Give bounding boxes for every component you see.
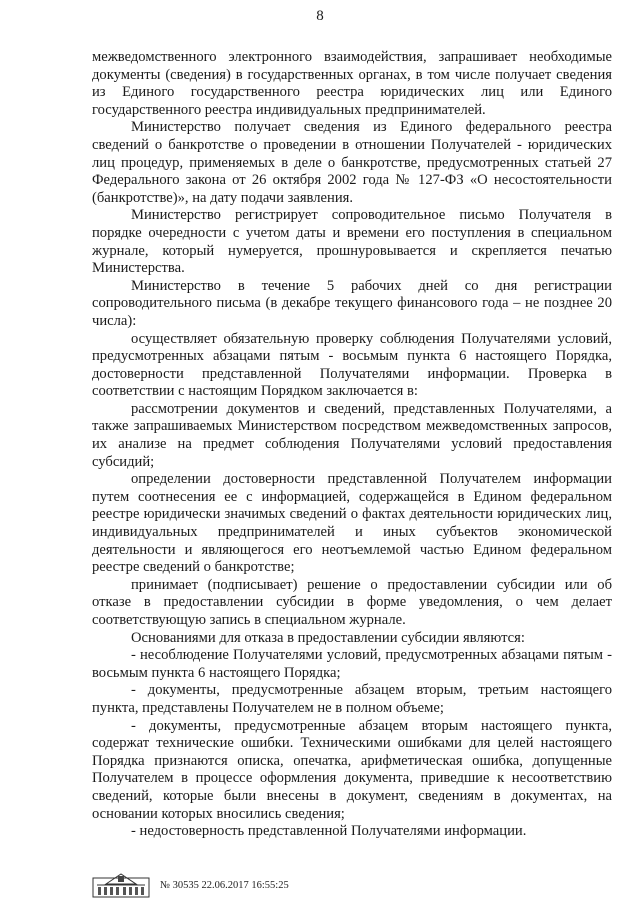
paragraph: рассмотрении документов и сведений, представленных Получателями, а также запрашиваемых Министерством посредством межведомственных запросов, их анализе на предмет соблюдения Получателями условий предоставления субсидий; — [92, 400, 612, 470]
archive-building-stamp-icon — [92, 872, 150, 898]
paragraph: межведомственного электронного взаимодействия, запрашивает необходимые документы (сведения) в государственных органах, в том числе получает сведения из Единого государственного реестра юридических лиц или Единого государственного реестра индивидуальных предпринимателей. — [92, 49, 612, 118]
list-item: - документы, предусмотренные абзацем вторым, третьим настоящего пункта, представлены Получателем не в полном объеме; — [92, 682, 612, 716]
paragraph: принимает (подписывает) решение о предоставлении субсидии или об отказе в предоставлении субсидии в форме уведомления, о чем делает соответствующую запись в специальном журнале. — [92, 576, 612, 628]
paragraph: определении достоверности представленной Получателем информации путем соотнесения ее с информацией, содержащейся в Едином федеральном реестре юридически значимых сведений о фактах деятельности юридических лиц, индивидуальных предпринимателей и иных субъектов экономической деятельности и являющегося его неотъемлемой частью Едином федеральном реестре сведений о банкротстве; — [92, 471, 612, 576]
paragraph: осуществляет обязательную проверку соблюдения Получателями условий, предусмотренных абзацами пятым - восьмым пункта 6 настоящего Порядка, достоверности представленной Получателями информации. Проверка в соответствии с настоящим Порядком заключается в: — [92, 330, 612, 400]
registration-stamp: № 30535 22.06.2017 16:55:25 — [160, 879, 289, 891]
document-body — [92, 49, 612, 841]
page-number: 8 — [316, 8, 324, 24]
paragraph: Министерство в течение 5 рабочих дней со дня регистрации сопроводительного письма (в декабре текущего финансового года – не позднее 20 числа): — [92, 277, 612, 329]
paragraph: Министерство регистрирует сопроводительное письмо Получателя в порядке очередности с учетом даты и времени его поступления в специальном журнале, который нумеруется, прошнуровывается и скрепляется печатью Министерства. — [92, 207, 612, 277]
paragraph: Министерство получает сведения из Единого федерального реестра сведений о банкротстве о проведении в отношении Получателей - юридических лиц процедур, применяемых в деле о банкротстве, предусмотренных статьей 27 Федерального закона от 26 октября 2002 года № 127-ФЗ «О несостоятельности (банкротстве)», на дату подачи заявления. — [92, 119, 612, 206]
list-item: - документы, предусмотренные абзацем вторым настоящего пункта, содержат технические ошибки. Техническими ошибками для целей настоящего Порядка признаются описка, опечатка, арифметическая ошибка, допущенные Получателем в процессе оформления документа, приведшие к несоответствию сведений, которые были внесены в документ, сведениям в документах, на основании которых вносились сведения; — [92, 717, 612, 822]
list-item: - несоблюдение Получателями условий, предусмотренных абзацами пятым - восьмым пункта 6 настоящего Порядка; — [92, 647, 612, 681]
paragraph: Основаниями для отказа в предоставлении субсидии являются: — [131, 629, 525, 646]
document-footer — [92, 872, 289, 898]
list-item: - недостоверность представленной Получателями информации. — [131, 823, 527, 840]
